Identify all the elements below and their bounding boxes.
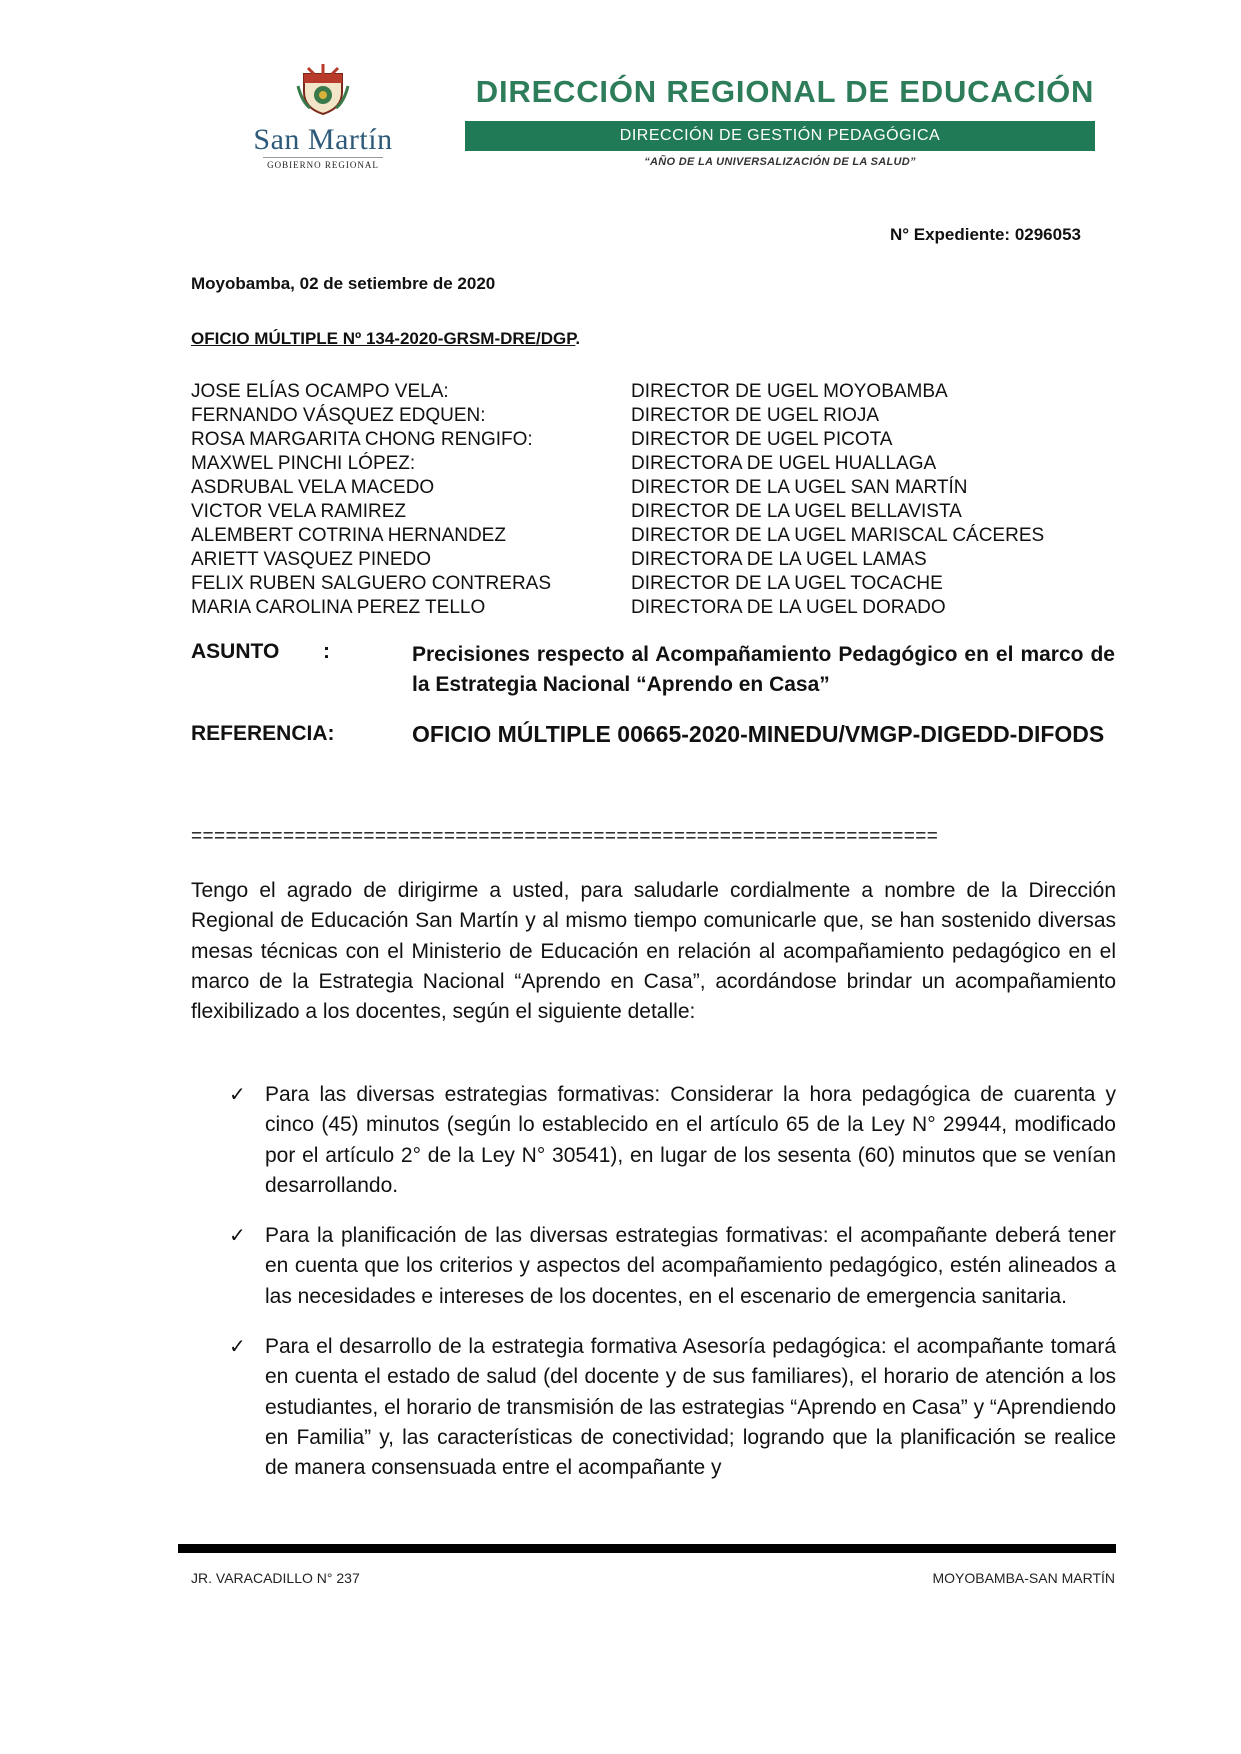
separator-line: ================================================================= [191,826,939,847]
gobierno-regional-logo [238,62,408,172]
check-icon: ✓ [229,1084,246,1106]
asunto-colon: : [323,640,330,663]
addressee-role: DIRECTOR DE UGEL PICOTA [631,429,893,450]
referencia-label: REFERENCIA: [191,722,335,745]
addressee-name: ALEMBERT COTRINA HERNANDEZ [191,525,506,546]
addressee-list [191,380,1121,620]
oficio-number [191,329,580,349]
addressee-name: ASDRUBAL VELA MACEDO [191,477,435,498]
oficio-suffix: . [575,329,581,348]
addressee-name: VICTOR VELA RAMIREZ [191,501,407,522]
addressee-role: DIRECTOR DE LA UGEL SAN MARTÍN [631,477,968,498]
referencia-text: OFICIO MÚLTIPLE 00665-2020-MINEDU/VMGP-DIGEDD-DIFODS [412,721,1105,747]
addressee-name: JOSE ELÍAS OCAMPO VELA: [191,381,449,402]
addressee-role: DIRECTORA DE LA UGEL DORADO [631,597,946,618]
addressee-role: DIRECTORA DE LA UGEL LAMAS [631,549,927,570]
detail-list [229,1080,1116,1504]
logo-name: San Martín [253,123,393,156]
expediente-number: N° Expediente: 0296053 [889,225,1081,244]
footer-address: JR. VARACADILLO N° 237 [191,1570,360,1586]
addressee-row [191,380,1121,404]
detail-text: Para el desarrollo de la estrategia formativa Asesoría pedagógica: el acompañante tomará en cuenta el estado de salud (del docente y de sus familiares), el horario de atención a los estudiantes, el horario de transmisión de las estrategias “Aprendo en Casa” y “Aprendiendo en Familia” y, las características de conectividad; logrando que la planificación se realice de manera consensuada entre el acompañante y [265,1335,1116,1480]
header-title: DIRECCIÓN REGIONAL DE EDUCACIÓN [475,74,1095,109]
addressee-role: DIRECTOR DE LA UGEL BELLAVISTA [631,501,962,522]
check-icon: ✓ [229,1336,246,1359]
detail-list-item [229,1221,1116,1312]
addressee-row [191,524,1121,548]
addressee-row [191,452,1121,476]
addressee-role: DIRECTOR DE UGEL RIOJA [631,405,880,426]
addressee-role: DIRECTOR DE LA UGEL TOCACHE [631,573,943,594]
addressee-row [191,572,1121,596]
addressee-role: DIRECTOR DE LA UGEL MARISCAL CÁCERES [631,525,1045,546]
detail-text: Para las diversas estrategias formativas: Considerar la hora pedagógica de cuarenta y cinco (45) minutos (según lo establecido en el artículo 65 de la Ley N° 29944, modificado por el artículo 2° de la Ley N° 30541), en lugar de los sesenta (60) minutos que se venían desarrollando. [265,1083,1116,1197]
check-icon: ✓ [229,1225,246,1248]
date-line: Moyobamba, 02 de setiembre de 2020 [191,274,496,293]
addressee-row [191,548,1121,572]
detail-list-item [229,1080,1116,1201]
addressee-row [191,476,1121,500]
detail-text: Para la planificación de las diversas estrategias formativas: el acompañante deberá tener en cuenta que los criterios y aspectos del acompañamiento pedagógico, estén alineados a las necesidades e intereses de los docentes, en el escenario de emergencia sanitaria. [265,1224,1116,1308]
logo-subtitle: GOBIERNO REGIONAL [263,157,383,170]
header-band: DIRECCIÓN DE GESTIÓN PEDAGÓGICA [465,121,1095,151]
addressee-role: DIRECTOR DE UGEL MOYOBAMBA [631,381,948,402]
addressee-name: MARIA CAROLINA PEREZ TELLO [191,597,486,618]
coat-of-arms-icon [296,62,350,116]
oficio-number-text: OFICIO MÚLTIPLE Nº 134-2020-GRSM-DRE/DGP [191,329,576,348]
addressee-role: DIRECTORA DE UGEL HUALLAGA [631,453,937,474]
addressee-row [191,596,1121,620]
addressee-name: FELIX RUBEN SALGUERO CONTRERAS [191,573,552,594]
addressee-row [191,500,1121,524]
intro-paragraph: Tengo el agrado de dirigirme a usted, para saludarle cordialmente a nombre de la Dirección Regional de Educación San Martín y al mismo tiempo comunicarle que, se han sostenido diversas mesas técnicas con el Ministerio de Educación en relación al acompañamiento pedagógico en el marco de la Estrategia Nacional “Aprendo en Casa”, acordándose brindar un acompañamiento flexibilizado a los docentes, según el siguiente detalle: [191,879,1116,1024]
detail-list-item [229,1332,1116,1483]
addressee-row [191,428,1121,452]
addressee-name: ARIETT VASQUEZ PINEDO [191,549,432,570]
addressee-name: ROSA MARGARITA CHONG RENGIFO: [191,429,533,450]
asunto-label: ASUNTO [191,640,280,663]
header-motto: “AÑO DE LA UNIVERSALIZACIÓN DE LA SALUD” [644,156,916,168]
addressee-name: MAXWEL PINCHI LÓPEZ: [191,453,416,474]
footer-city: MOYOBAMBA-SAN MARTÍN [932,1570,1115,1586]
asunto-text: Precisiones respecto al Acompañamiento Pedagógico en el marco de la Estrategia Nacional “Aprendo en Casa” [412,643,1115,696]
addressee-row [191,404,1121,428]
addressee-name: FERNANDO VÁSQUEZ EDQUEN: [191,405,486,426]
footer-rule [178,1544,1116,1553]
